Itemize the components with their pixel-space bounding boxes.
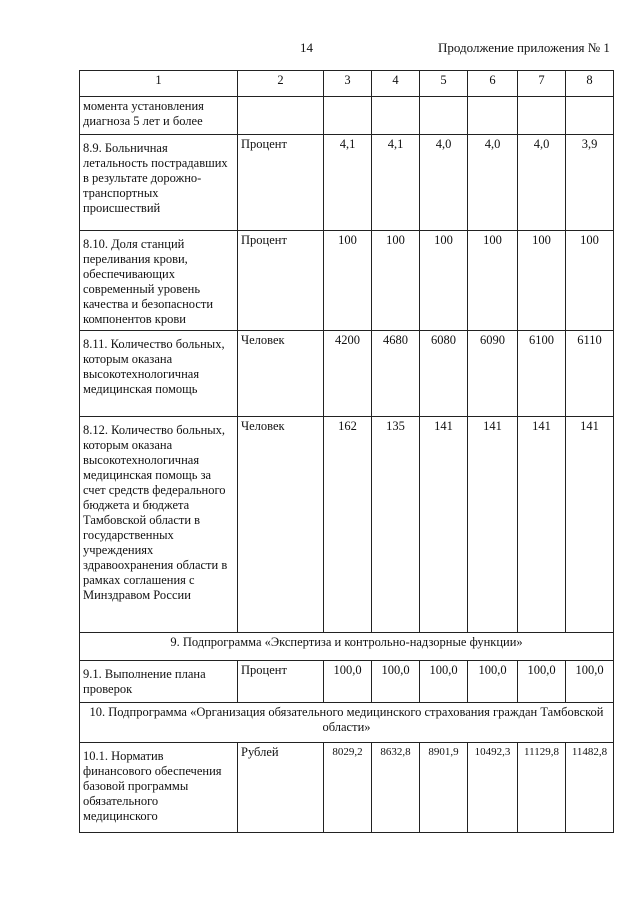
indicator-cell: момента установления диагноза 5 лет и более xyxy=(80,97,238,135)
value-cell: 100,0 xyxy=(566,661,614,703)
value-cell: 6090 xyxy=(468,331,518,417)
indicator-cell: 8.12. Количество больных, которым оказана высокотехнологичная медицинская помощь за счет средств федерального бюджета и бюджета Тамбовской области в государственных учреждениях здравоохранения области в рамках соглашения с Минздравом России xyxy=(80,417,238,633)
section-row xyxy=(80,633,614,661)
value-cell: 100,0 xyxy=(372,661,420,703)
value-cell: 10492,3 xyxy=(468,743,518,833)
unit-cell: Человек xyxy=(238,417,324,633)
indicator-cell: 8.10. Доля станций переливания крови, обеспечивающих современный уровень качества и безопасности компонентов крови xyxy=(80,231,238,331)
value-cell: 8901,9 xyxy=(420,743,468,833)
unit-cell: Рублей xyxy=(238,743,324,833)
value-cell xyxy=(518,97,566,135)
column-header: 6 xyxy=(468,71,518,97)
unit-cell: Процент xyxy=(238,661,324,703)
value-cell: 100,0 xyxy=(324,661,372,703)
value-cell: 162 xyxy=(324,417,372,633)
unit-cell xyxy=(238,97,324,135)
value-cell xyxy=(324,97,372,135)
page-number: 14 xyxy=(300,40,313,55)
value-cell xyxy=(420,97,468,135)
value-cell: 141 xyxy=(420,417,468,633)
value-cell: 8029,2 xyxy=(324,743,372,833)
section-row xyxy=(80,703,614,743)
value-cell: 11129,8 xyxy=(518,743,566,833)
column-header: 7 xyxy=(518,71,566,97)
value-cell: 100 xyxy=(324,231,372,331)
value-cell: 100 xyxy=(372,231,420,331)
value-cell xyxy=(372,97,420,135)
indicator-cell: 9.1. Выполнение плана проверок xyxy=(80,661,238,703)
value-cell: 4,1 xyxy=(372,135,420,231)
unit-cell: Процент xyxy=(238,231,324,331)
value-cell: 4,0 xyxy=(468,135,518,231)
value-cell: 11482,8 xyxy=(566,743,614,833)
table-row xyxy=(80,743,614,833)
value-cell: 6080 xyxy=(420,331,468,417)
value-cell: 100 xyxy=(420,231,468,331)
table-row xyxy=(80,331,614,417)
column-header: 5 xyxy=(420,71,468,97)
value-cell xyxy=(566,97,614,135)
section-title: 9. Подпрограмма «Экспертиза и контрольно-надзорные функции» xyxy=(80,633,614,661)
section-title: 10. Подпрограмма «Организация обязательного медицинского страхования граждан Тамбовской области» xyxy=(80,703,614,743)
indicator-cell: 8.9. Больничная летальность пострадавших в результате дорожно-транспортных происшествий xyxy=(80,135,238,231)
value-cell: 3,9 xyxy=(566,135,614,231)
value-cell: 4,1 xyxy=(324,135,372,231)
column-header: 3 xyxy=(324,71,372,97)
value-cell: 4,0 xyxy=(518,135,566,231)
value-cell: 100 xyxy=(566,231,614,331)
value-cell: 141 xyxy=(566,417,614,633)
unit-cell: Процент xyxy=(238,135,324,231)
value-cell: 100,0 xyxy=(468,661,518,703)
value-cell: 141 xyxy=(468,417,518,633)
table-row xyxy=(80,417,614,633)
column-header-row xyxy=(80,71,614,97)
value-cell: 100 xyxy=(518,231,566,331)
indicator-cell: 8.11. Количество больных, которым оказана высокотехнологичная медицинская помощь xyxy=(80,331,238,417)
indicator-cell: 10.1. Норматив финансового обеспечения базовой программы обязательного медицинского xyxy=(80,743,238,833)
table-row xyxy=(80,97,614,135)
column-header: 1 xyxy=(80,71,238,97)
value-cell: 141 xyxy=(518,417,566,633)
column-header: 8 xyxy=(566,71,614,97)
value-cell: 6110 xyxy=(566,331,614,417)
table-row xyxy=(80,135,614,231)
value-cell: 4680 xyxy=(372,331,420,417)
table-row xyxy=(80,661,614,703)
value-cell: 100,0 xyxy=(518,661,566,703)
unit-cell: Человек xyxy=(238,331,324,417)
value-cell: 4200 xyxy=(324,331,372,417)
value-cell: 4,0 xyxy=(420,135,468,231)
column-header: 4 xyxy=(372,71,420,97)
value-cell: 8632,8 xyxy=(372,743,420,833)
column-header: 2 xyxy=(238,71,324,97)
indicators-table xyxy=(79,70,614,833)
table-row xyxy=(80,231,614,331)
value-cell: 6100 xyxy=(518,331,566,417)
value-cell: 100 xyxy=(468,231,518,331)
continuation-label: Продолжение приложения № 1 xyxy=(438,40,610,55)
value-cell xyxy=(468,97,518,135)
value-cell: 100,0 xyxy=(420,661,468,703)
value-cell: 135 xyxy=(372,417,420,633)
